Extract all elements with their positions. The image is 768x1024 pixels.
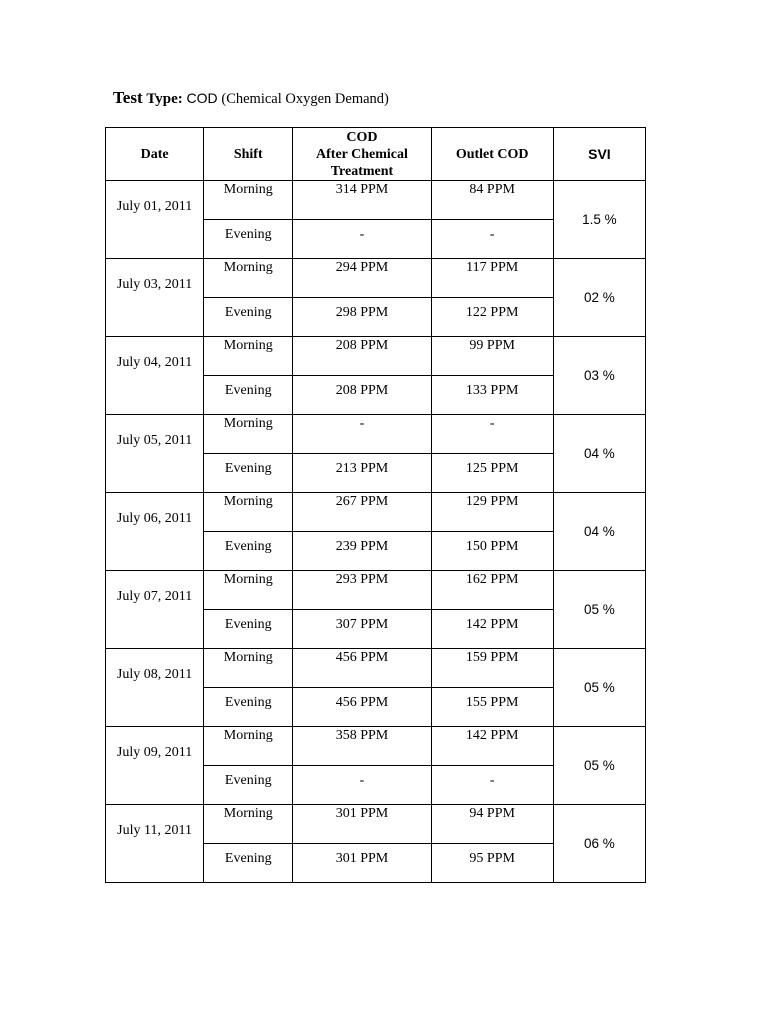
cod-cell: 307 PPM bbox=[293, 610, 431, 649]
cod-cell: 293 PPM bbox=[293, 571, 431, 610]
date-cell: July 01, 2011 bbox=[106, 181, 204, 259]
cod-results-table bbox=[105, 127, 646, 883]
test-label: Test bbox=[113, 88, 143, 107]
svi-cell: 1.5 % bbox=[553, 181, 645, 259]
svi-cell: 04 % bbox=[553, 493, 645, 571]
date-cell: July 11, 2011 bbox=[106, 805, 204, 883]
type-label: Type: bbox=[146, 91, 183, 107]
shift-cell: Evening bbox=[204, 688, 293, 727]
table-row bbox=[106, 181, 646, 220]
cod-cell: - bbox=[293, 766, 431, 805]
shift-cell: Evening bbox=[204, 610, 293, 649]
table-body bbox=[106, 181, 646, 883]
header-svi: SVI bbox=[553, 128, 645, 181]
shift-cell: Evening bbox=[204, 298, 293, 337]
outlet-cod-cell: - bbox=[431, 766, 553, 805]
svi-cell: 03 % bbox=[553, 337, 645, 415]
shift-cell: Morning bbox=[204, 571, 293, 610]
date-cell: July 07, 2011 bbox=[106, 571, 204, 649]
header-row bbox=[106, 128, 646, 181]
outlet-cod-cell: 159 PPM bbox=[431, 649, 553, 688]
date-cell: July 09, 2011 bbox=[106, 727, 204, 805]
header-cod-after-treatment bbox=[293, 128, 431, 181]
shift-cell: Morning bbox=[204, 337, 293, 376]
cod-cell: 267 PPM bbox=[293, 493, 431, 532]
cod-cell: 301 PPM bbox=[293, 844, 431, 883]
table-row bbox=[106, 571, 646, 610]
shift-cell: Evening bbox=[204, 220, 293, 259]
table-row bbox=[106, 727, 646, 766]
svi-cell: 05 % bbox=[553, 727, 645, 805]
type-value: COD bbox=[186, 90, 218, 106]
outlet-cod-cell: - bbox=[431, 220, 553, 259]
table-row bbox=[106, 337, 646, 376]
shift-cell: Morning bbox=[204, 649, 293, 688]
outlet-cod-cell: 125 PPM bbox=[431, 454, 553, 493]
shift-cell: Morning bbox=[204, 259, 293, 298]
shift-cell: Morning bbox=[204, 181, 293, 220]
outlet-cod-cell: 117 PPM bbox=[431, 259, 553, 298]
shift-cell: Evening bbox=[204, 454, 293, 493]
outlet-cod-cell: 99 PPM bbox=[431, 337, 553, 376]
header-cod-line3: Treatment bbox=[330, 163, 394, 179]
table-row bbox=[106, 415, 646, 454]
svi-cell: 05 % bbox=[553, 649, 645, 727]
shift-cell: Morning bbox=[204, 805, 293, 844]
cod-cell: 208 PPM bbox=[293, 376, 431, 415]
header-cod-line2: After Chemical bbox=[316, 146, 408, 162]
cod-cell: - bbox=[293, 220, 431, 259]
cod-cell: 213 PPM bbox=[293, 454, 431, 493]
cod-cell: 456 PPM bbox=[293, 688, 431, 727]
outlet-cod-cell: 150 PPM bbox=[431, 532, 553, 571]
cod-cell: 298 PPM bbox=[293, 298, 431, 337]
header-outlet-cod: Outlet COD bbox=[431, 128, 553, 181]
cod-cell: 314 PPM bbox=[293, 181, 431, 220]
cod-cell: 208 PPM bbox=[293, 337, 431, 376]
cod-cell: 301 PPM bbox=[293, 805, 431, 844]
shift-cell: Morning bbox=[204, 727, 293, 766]
date-cell: July 06, 2011 bbox=[106, 493, 204, 571]
shift-cell: Morning bbox=[204, 415, 293, 454]
cod-cell: 456 PPM bbox=[293, 649, 431, 688]
outlet-cod-cell: 129 PPM bbox=[431, 493, 553, 532]
shift-cell: Evening bbox=[204, 766, 293, 805]
shift-cell: Evening bbox=[204, 844, 293, 883]
date-cell: July 03, 2011 bbox=[106, 259, 204, 337]
type-description: (Chemical Oxygen Demand) bbox=[221, 91, 389, 107]
outlet-cod-cell: 155 PPM bbox=[431, 688, 553, 727]
svi-cell: 05 % bbox=[553, 571, 645, 649]
outlet-cod-cell: 133 PPM bbox=[431, 376, 553, 415]
outlet-cod-cell: 95 PPM bbox=[431, 844, 553, 883]
outlet-cod-cell: 122 PPM bbox=[431, 298, 553, 337]
outlet-cod-cell: 142 PPM bbox=[431, 610, 553, 649]
header-shift: Shift bbox=[204, 128, 293, 181]
date-cell: July 04, 2011 bbox=[106, 337, 204, 415]
shift-cell: Evening bbox=[204, 532, 293, 571]
table-row bbox=[106, 493, 646, 532]
shift-cell: Morning bbox=[204, 493, 293, 532]
outlet-cod-cell: 94 PPM bbox=[431, 805, 553, 844]
outlet-cod-cell: 142 PPM bbox=[431, 727, 553, 766]
outlet-cod-cell: 84 PPM bbox=[431, 181, 553, 220]
document-title bbox=[113, 88, 389, 108]
svi-cell: 04 % bbox=[553, 415, 645, 493]
svi-cell: 06 % bbox=[553, 805, 645, 883]
cod-cell: - bbox=[293, 415, 431, 454]
cod-cell: 358 PPM bbox=[293, 727, 431, 766]
header-cod-line1: COD bbox=[346, 129, 378, 145]
outlet-cod-cell: 162 PPM bbox=[431, 571, 553, 610]
header-date: Date bbox=[106, 128, 204, 181]
cod-cell: 239 PPM bbox=[293, 532, 431, 571]
table-row bbox=[106, 259, 646, 298]
cod-cell: 294 PPM bbox=[293, 259, 431, 298]
outlet-cod-cell: - bbox=[431, 415, 553, 454]
date-cell: July 05, 2011 bbox=[106, 415, 204, 493]
table-row bbox=[106, 805, 646, 844]
svi-cell: 02 % bbox=[553, 259, 645, 337]
table-row bbox=[106, 649, 646, 688]
shift-cell: Evening bbox=[204, 376, 293, 415]
date-cell: July 08, 2011 bbox=[106, 649, 204, 727]
